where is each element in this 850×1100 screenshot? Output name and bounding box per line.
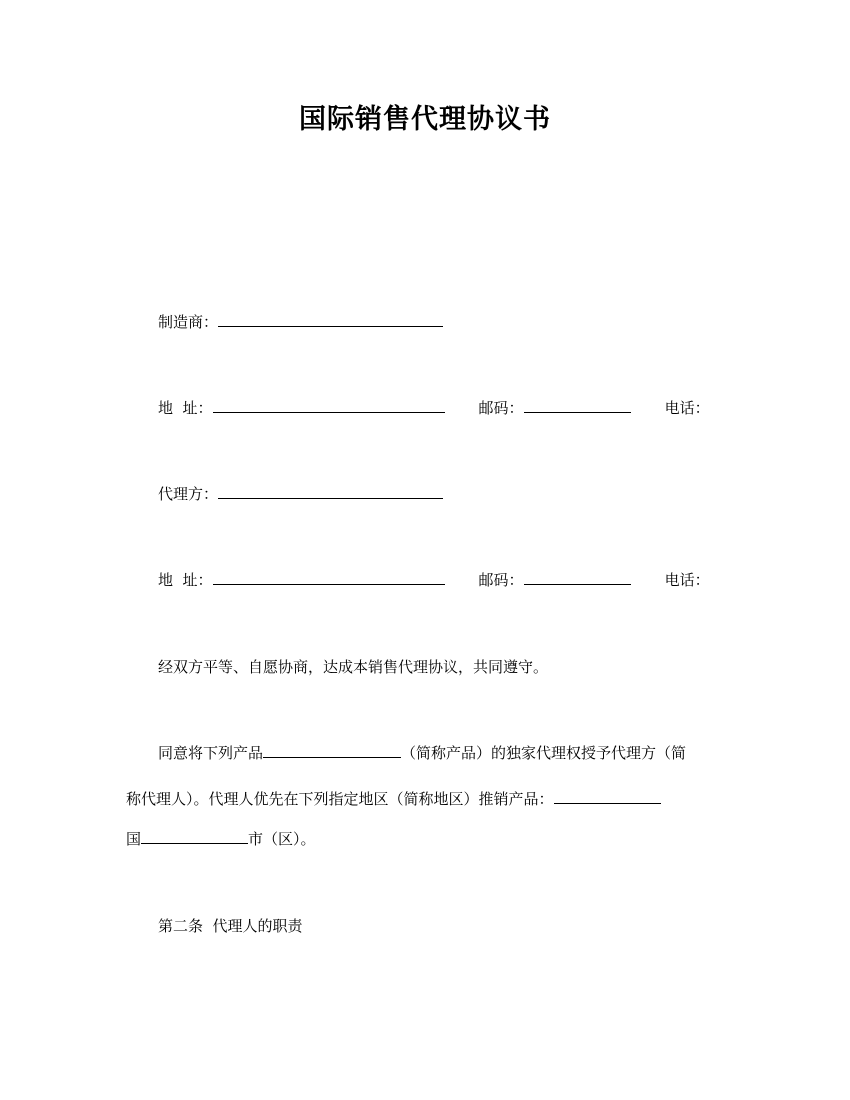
manufacturer-name-field[interactable] (218, 310, 443, 327)
manufacturer-phone-label: 电话： (664, 399, 710, 417)
agent-address-label: 地 址： (158, 571, 213, 589)
agent-line (158, 482, 443, 506)
region-field[interactable] (554, 787, 661, 804)
manufacturer-label: 制造商： (158, 313, 219, 331)
intro-paragraph: 经双方平等、自愿协商，达成本销售代理协议，共同遵守。 (158, 658, 549, 676)
agent-postcode-label: 邮码： (478, 571, 524, 589)
manufacturer-address-line (158, 396, 710, 420)
clause1-line1 (158, 741, 686, 765)
clause1-text-c: 称代理人）。代理人优先在下列指定地区（简称地区）推销产品： (126, 790, 554, 808)
product-field[interactable] (263, 741, 401, 758)
clause1-text-b: （简称产品）的独家代理权授予代理方（简 (401, 744, 687, 762)
agent-label: 代理方： (158, 485, 219, 503)
agent-phone-label: 电话： (664, 571, 710, 589)
clause1-line3 (126, 827, 316, 851)
agent-postcode-field[interactable] (524, 568, 631, 585)
clause2-heading: 第二条 代理人的职责 (158, 917, 303, 935)
document-title: 国际销售代理协议书 (299, 104, 551, 135)
clause1-line2 (126, 787, 661, 811)
agent-name-field[interactable] (218, 482, 443, 499)
country-field[interactable] (141, 827, 248, 844)
agent-address-line (158, 568, 710, 592)
manufacturer-line (158, 310, 443, 334)
agent-address-field[interactable] (213, 568, 445, 585)
manufacturer-address-label: 地 址： (158, 399, 213, 417)
clause1-text-e: 市（区）。 (248, 830, 316, 848)
clause1-text-d: 国 (126, 830, 142, 848)
manufacturer-postcode-field[interactable] (524, 396, 631, 413)
manufacturer-address-field[interactable] (213, 396, 445, 413)
manufacturer-postcode-label: 邮码： (478, 399, 524, 417)
clause1-text-a: 同意将下列产品 (158, 744, 264, 762)
